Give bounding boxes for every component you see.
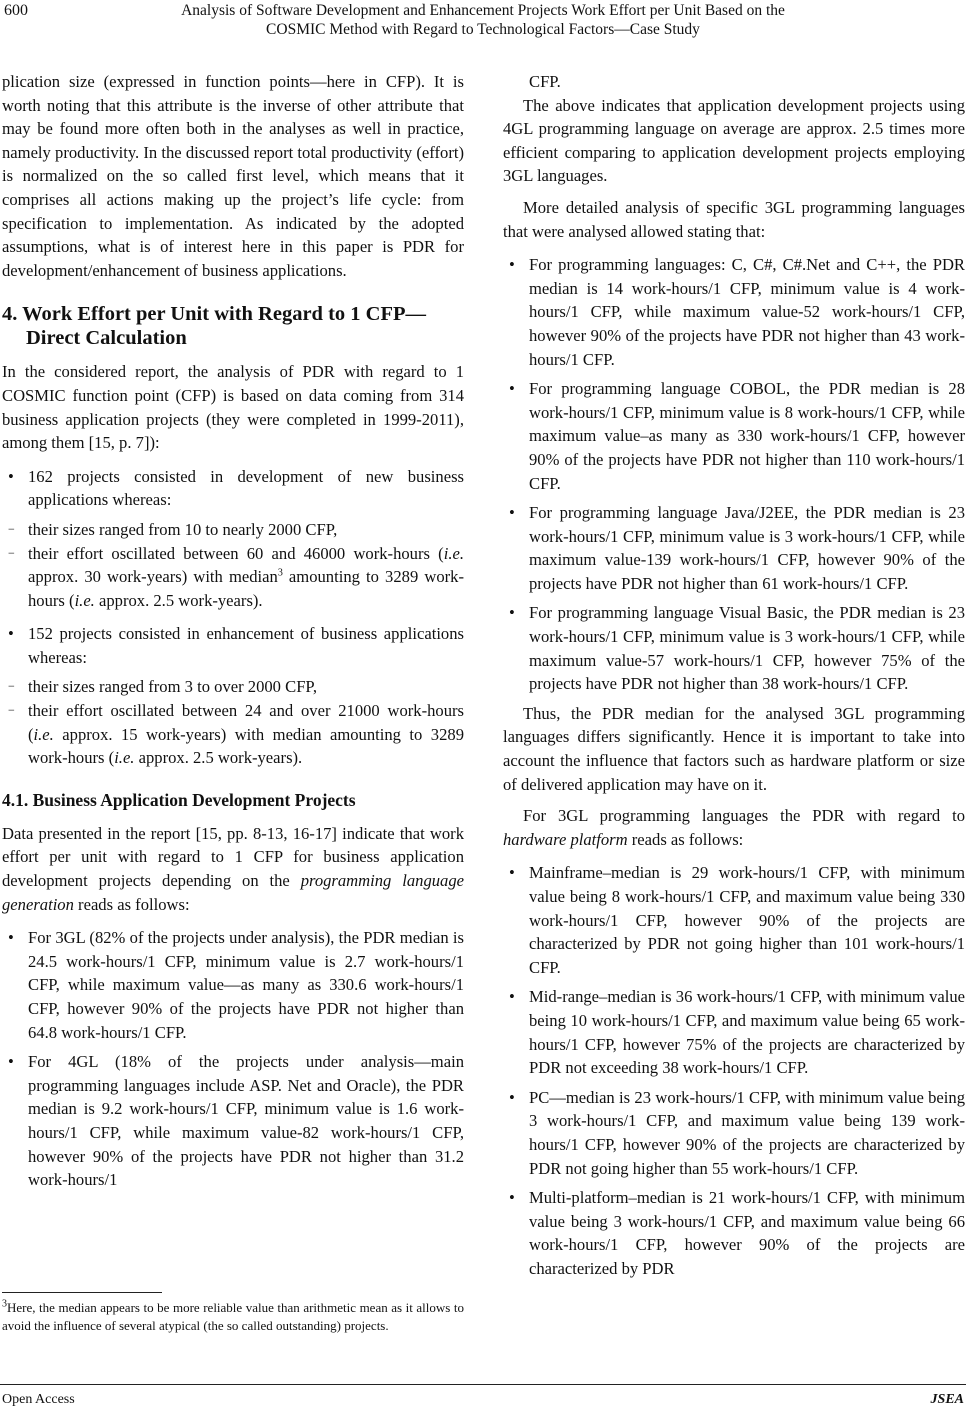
section-heading-4: 4. Work Effort per Unit with Regard to 1 CFP—Direct Calculation (2, 303, 427, 350)
bullet-icon: • (509, 603, 515, 623)
bullet-icon: • (8, 466, 14, 486)
sub-list-item: − their sizes ranged from 3 to over 2000 CFP, (2, 675, 464, 699)
bullet-icon: • (509, 1188, 515, 1208)
paragraph: Data presented in the report [15, pp. 8-13, 16-17] indicate that work effort per unit with regard to 1 CFP for business application development projects depending on the programming language generation reads as follows: (2, 823, 464, 914)
paragraph: Thus, the PDR median for the analysed 3GL programming languages differs significantly. Hence it is important to take into account the influence that factors such as hardware platform or size of delivered application may have on it. (503, 703, 965, 794)
list-item: • For programming languages: C, C#, C#.Net and C++, the PDR median is 14 work-hours/1 CFP, minimum value is 4 work-hours/1 CFP, while maximum value-52 work-hours/1 CFP, however 90% of the projects have PDR not higher than 43 work-hours/1 CFP. (509, 255, 965, 369)
running-title-line-1: Analysis of Software Development and Enhancement Projects Work Effort per Unit Based on the (181, 2, 785, 19)
page-number: 600 (4, 2, 28, 19)
footnote-number: 3 (2, 1298, 7, 1310)
bullet-icon: • (509, 379, 515, 399)
footnote-divider (2, 1292, 162, 1293)
paragraph: The above indicates that application development projects using 4GL programming language on average are approx. 2.5 times more efficient comparing to application development projects employing 3GL languages. (503, 95, 965, 186)
bullet-icon: • (509, 503, 515, 523)
paragraph: plication size (expressed in function points—here in CFP). It is worth noting that this attribute is the inverse of other attribute that may be found more often both in the analyses as well in practice, namely productivity. In the discussed report total productivity (effort) is normalized on the so called first level, which means that it comprises all actions making up the project’s life cycle: from specification to implementation. As indicated by the adopted assumptions, what is of interest here in this paper is PDR for development/enhancement of business applications. (2, 72, 464, 280)
footnote-reference: 3 (277, 567, 283, 579)
paragraph: More detailed analysis of specific 3GL programming languages that were analysed allowed stating that: (503, 197, 965, 241)
bullet-icon: • (509, 863, 515, 883)
list-item: • For programming language Visual Basic, the PDR median is 23 work-hours/1 CFP, minimum value is 3 work-hours/1 CFP, while maximum value-57 work-hours/1 CFP, however 75% of the projects have PDR not higher than 38 work-hours/1 CFP. (509, 603, 965, 694)
left-column (2, 70, 464, 1198)
dash-icon: − (8, 703, 15, 718)
section-heading-4-1: 4.1. Business Application Development Projects (2, 789, 356, 810)
paragraph: For 3GL programming languages the PDR with regard to hardware platform reads as follows: (503, 806, 965, 849)
sub-list-item: − their effort oscillated between 24 and over 21000 work-hours (i.e. approx. 15 work-years) with median amounting to 3289 work-hours (i.e. approx. 2.5 work-years). (8, 701, 464, 768)
paragraph: In the considered report, the analysis of PDR with regard to 1 COSMIC function point (CFP) is based on data coming from 314 business application projects (they were completed in 1999-2011), among them [15, p. 7]): (2, 362, 464, 453)
sub-list-item: − their sizes ranged from 10 to nearly 2000 CFP, (2, 518, 464, 542)
list-item: • Mainframe–median is 29 work-hours/1 CFP, with minimum value being 8 work-hours/1 CFP, and maximum value being 330 work-hours/1 CFP, however 90% of the projects are characterized by PDR not going higher than 101 work-hours/1 CFP. (509, 863, 965, 977)
paragraph-continuation: CFP. (529, 72, 561, 91)
list-item: • For programming language Java/J2EE, the PDR median is 23 work-hours/1 CFP, minimum value is 3 work-hours/1 CFP, while maximum value-139 work-hours/1 CFP, however 90% of the projects have PDR not higher than 61 work-hours/1 CFP. (509, 503, 965, 593)
footer-divider (0, 1384, 966, 1385)
dash-icon: − (8, 521, 15, 536)
bullet-icon: • (509, 987, 515, 1007)
running-title (40, 1, 926, 39)
list-item: • Multi-platform–median is 21 work-hours/1 CFP, with minimum value being 3 work-hours/1 CFP, and maximum value being 66 work-hours/1 CFP, however 90% of the projects are characterized by PDR (509, 1188, 965, 1278)
bullet-icon: • (509, 255, 515, 275)
list-item: • For programming language COBOL, the PDR median is 28 work-hours/1 CFP, minimum value is 8 work-hours/1 CFP, while maximum value–as many as 330 work-hours/1 CFP, however 90% of the projects have PDR not higher than 110 work-hours/1 CFP. (509, 379, 965, 493)
open-access-label: Open Access (2, 1392, 75, 1407)
footnote: $^3$Here, the median appears to be more reliable value than arithmetic mean as it allows to avoid the influence of several atypical (the so called outstanding) projects. (2, 1298, 464, 1333)
list-item: • PC—median is 23 work-hours/1 CFP, with minimum value being 3 work-hours/1 CFP, and maximum value being 139 work-hours/1 CFP, however 90% of the projects are characterized by PDR not going higher than 55 work-hours/1 CFP. (509, 1087, 965, 1178)
dash-icon: − (8, 679, 15, 694)
running-title-line-2: COSMIC Method with Regard to Technological Factors—Case Study (266, 21, 700, 38)
list-item: • 162 projects consisted in development of new business applications whereas: (8, 466, 464, 510)
list-item: • For 3GL (82% of the projects under analysis), the PDR median is 24.5 work-hours/1 CFP, minimum value is 2.7 work-hours/1 CFP, while maximum value—as many as 330.6 work-hours/1 CFP, however 90% of the projects have PDR not higher than 64.8 work-hours/1 CFP. (8, 928, 464, 1042)
dash-icon: − (8, 545, 15, 560)
list-item: • Mid-range–median is 36 work-hours/1 CFP, with minimum value being 10 work-hours/1 CFP, and maximum value being 65 work-hours/1 CFP, however 75% of the projects are characterized by PDR not exceeding 38 work-hours/1 CFP. (509, 987, 965, 1078)
bullet-icon: • (8, 624, 14, 644)
list-item: • For 4GL (18% of the projects under analysis—main programming languages include ASP. Net and Oracle), the PDR median is 9.2 work-hours/1 CFP, minimum value is 1.6 work-hours/1 CFP, while maximum value-82 work-hours/1 CFP, however 90% of the projects have PDR not higher than 31.2 work-hours/1 (8, 1052, 464, 1190)
journal-abbreviation: JSEA (930, 1392, 964, 1407)
running-header (0, 0, 966, 46)
bullet-icon: • (509, 1087, 515, 1107)
sub-list-item: − their effort oscillated between 60 and 46000 work-hours (i.e. approx. 30 work-years) with median$^3$ amounting to 3289 work-hours (i.e. approx. 2.5 work-years). (8, 543, 464, 610)
right-column (503, 70, 965, 1287)
bullet-icon: • (8, 928, 14, 948)
list-item: • 152 projects consisted in enhancement of business applications whereas: (8, 624, 464, 667)
bullet-icon: • (8, 1052, 14, 1072)
